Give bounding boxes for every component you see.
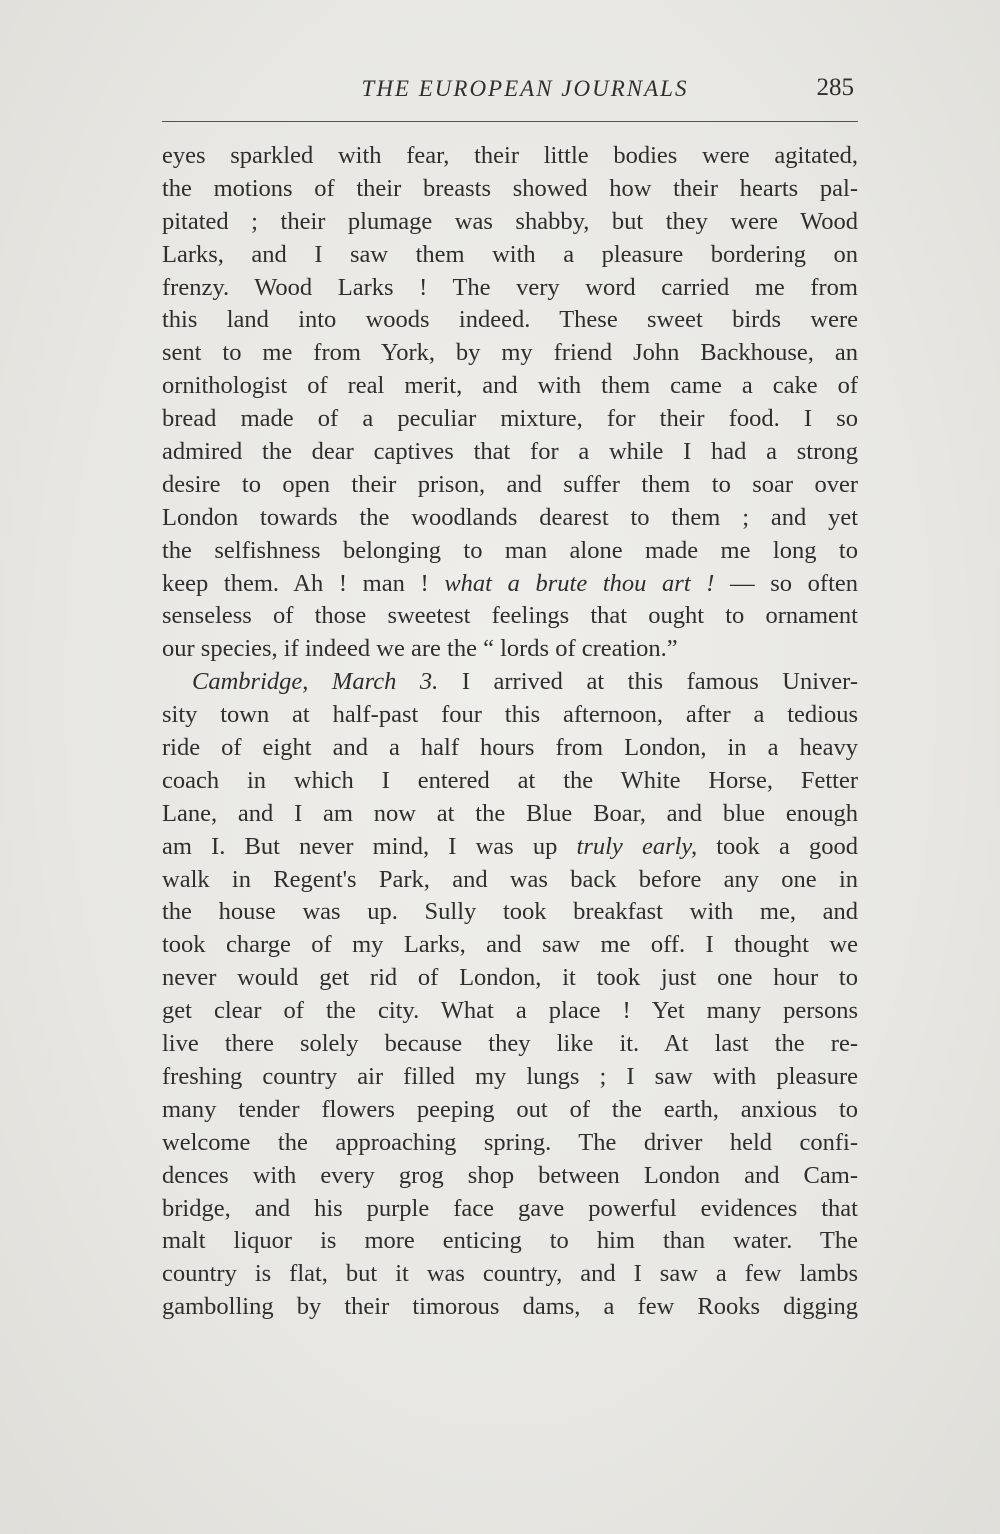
text-line: desire to open their prison, and suffer them to soar over	[162, 470, 858, 498]
text-line: live there solely because they like it. At last the re-	[162, 1030, 858, 1058]
text-line: admired the dear captives that for a while I had a strong	[162, 438, 858, 466]
text-line: Lane, and I am now at the Blue Boar, and blue enough	[162, 799, 858, 827]
text-line: this land into woods indeed. These sweet birds were	[162, 306, 858, 334]
text-line: dences with every grog shop between London and Cam-	[162, 1161, 858, 1189]
text-line: sity town at half-past four this afternoon, after a tedious	[162, 701, 858, 729]
text-line: never would get rid of London, it took just one hour to	[162, 964, 858, 992]
text-line: senseless of those sweetest feelings that ought to ornament	[162, 602, 858, 630]
entry-date: Cambridge, March 3.	[192, 668, 439, 696]
text-line: bridge, and his purple face gave powerful evidences that	[162, 1194, 858, 1222]
italic-phrase: truly early,	[576, 832, 698, 860]
text-line: bread made of a peculiar mixture, for their food. I so	[162, 405, 858, 433]
text-line: gambolling by their timorous dams, a few Rooks digging	[162, 1293, 858, 1321]
entry-heading-line: Cambridge, March 3. I arrived at this famous Univer-	[192, 668, 858, 696]
text-line: the selfishness belonging to man alone made me long to	[162, 536, 858, 564]
text-line: ride of eight and a half hours from London, in a heavy	[162, 734, 858, 762]
text-line: keep them. Ah ! man ! what a brute thou art ! — so often	[162, 569, 858, 597]
text-line: walk in Regent's Park, and was back before any one in	[162, 865, 858, 893]
text-line: coach in which I entered at the White Horse, Fetter	[162, 766, 858, 794]
text-line: pitated ; their plumage was shabby, but they were Wood	[162, 207, 858, 235]
text-line: freshing country air filled my lungs ; I saw with pleasure	[162, 1062, 858, 1090]
running-head	[162, 76, 858, 110]
text-line: frenzy. Wood Larks ! The very word carried me from	[162, 273, 858, 301]
text-line: took charge of my Larks, and saw me off. I thought we	[162, 931, 858, 959]
running-title: THE EUROPEAN JOURNALS	[361, 76, 689, 101]
text-line: country is flat, but it was country, and I saw a few lambs	[162, 1260, 858, 1288]
text-line: many tender flowers peeping out of the earth, anxious to	[162, 1095, 858, 1123]
text-line: the house was up. Sully took breakfast with me, and	[162, 898, 858, 926]
text-line: the motions of their breasts showed how their hearts pal-	[162, 174, 858, 202]
header-rule	[162, 121, 858, 122]
text-line: eyes sparkled with fear, their little bodies were agitated,	[162, 142, 858, 169]
text-line: Larks, and I saw them with a pleasure bordering on	[162, 240, 858, 268]
text-line: am I. But never mind, I was up truly early, took a good	[162, 832, 858, 860]
italic-phrase: what a brute thou art !	[444, 569, 715, 597]
page-number: 285	[816, 74, 854, 101]
text-line: malt liquor is more enticing to him than water. The	[162, 1227, 858, 1255]
body-text	[162, 140, 858, 1324]
text-line: welcome the approaching spring. The driver held confi-	[162, 1128, 858, 1156]
text-line: ornithologist of real merit, and with them came a cake of	[162, 372, 858, 400]
text-line: get clear of the city. What a place ! Yet many persons	[162, 997, 858, 1025]
text-line: sent to me from York, by my friend John Backhouse, an	[162, 339, 858, 367]
text-line: London towards the woodlands dearest to them ; and yet	[162, 503, 858, 531]
paragraph-end-line: our species, if indeed we are the “ lords of creation.”	[162, 635, 678, 663]
